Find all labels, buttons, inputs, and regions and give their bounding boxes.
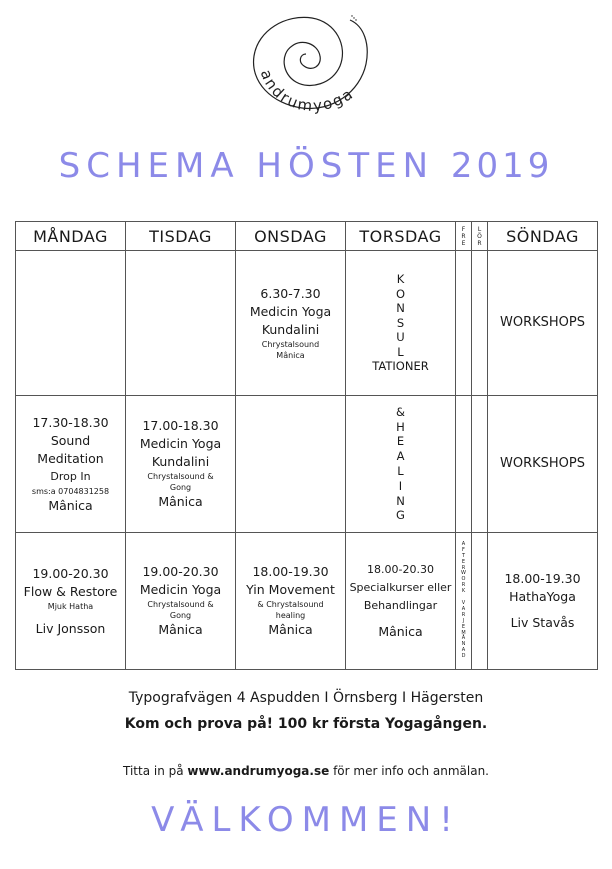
- cell-wed-3: [236, 533, 346, 670]
- schedule-row-3: [16, 533, 598, 670]
- cell-tue-3: [126, 533, 236, 670]
- vertical-letter: E: [396, 434, 405, 449]
- vertical-letter: H: [396, 419, 405, 434]
- class-note: Chrystalsound &: [147, 600, 214, 609]
- cell-mon-2: [16, 396, 126, 533]
- class-name: HathaYoga: [509, 589, 576, 604]
- vertical-letter: I: [398, 478, 403, 493]
- vertical-word: TATIONER: [372, 359, 429, 374]
- vertical-letter: L: [397, 344, 404, 359]
- header-friday: [456, 222, 472, 251]
- vertical-letter: L: [397, 464, 404, 478]
- class-name: Kundalini: [151, 454, 210, 469]
- info-prefix: Titta in på: [122, 764, 188, 778]
- header-friday-letter: E: [461, 239, 466, 247]
- cell-sat-1: [472, 251, 488, 396]
- welcome-text: VÄLKOMMEN!: [151, 800, 461, 840]
- cell-wed-2: [236, 396, 346, 533]
- workshops-label: WORKSHOPS: [500, 456, 585, 471]
- class-time: 17.00-18.30: [142, 418, 219, 433]
- vertical-letter: A: [461, 647, 466, 654]
- vertical-letter: A: [396, 449, 405, 464]
- andrumyoga-logo: [240, 8, 380, 130]
- class-name: Medicin Yoga: [249, 304, 332, 319]
- cell-fri-1: [456, 251, 472, 396]
- class-name: Yin Movement: [246, 582, 335, 597]
- class-name: Behandlingar: [363, 599, 438, 612]
- header-row: [16, 222, 598, 251]
- class-time: 17.30-18.30: [32, 414, 109, 430]
- class-time: 19.00-20.30: [142, 564, 219, 579]
- vertical-letter: M: [461, 629, 466, 636]
- class-teacher: Mânica: [48, 497, 93, 513]
- vertical-letter: Å: [461, 635, 466, 642]
- class-teacher: Mânica: [158, 622, 203, 637]
- vertical-letter: A: [461, 605, 466, 612]
- schedule-row-2: [16, 396, 598, 533]
- class-teacher: Liv Jonsson: [35, 620, 106, 636]
- class-time: 6.30-7.30: [260, 286, 321, 301]
- cell-mon-3: [16, 533, 126, 670]
- schedule-row-1: [16, 251, 598, 396]
- vertical-letter: S: [396, 315, 405, 330]
- info-suffix: för mer info och anmälan.: [329, 764, 489, 778]
- info-text: [0, 764, 612, 778]
- class-name: Kundalini: [261, 322, 320, 337]
- vertical-letter: J: [462, 617, 465, 624]
- class-teacher: Mânica: [268, 622, 313, 637]
- vertical-letter: U: [396, 330, 405, 345]
- cell-thu-2: [346, 396, 456, 533]
- cell-sun-1: [488, 251, 598, 396]
- logo-text: andrumyoga: [256, 67, 358, 116]
- class-note: Chrystalsound &: [147, 472, 214, 481]
- page-title: [0, 146, 612, 186]
- cell-sat-3: [472, 533, 488, 670]
- vertical-letter: D: [461, 653, 466, 660]
- class-teacher: Mânica: [158, 494, 203, 509]
- vertical-letter: T: [461, 552, 466, 559]
- vertical-letter: F: [462, 546, 465, 553]
- header-sunday: SÖNDAG: [488, 222, 598, 251]
- cell-wed-1: [236, 251, 346, 396]
- header-saturday-letter: Ö: [477, 232, 482, 240]
- class-note: Gong: [169, 483, 192, 492]
- vertical-letter: W: [461, 570, 466, 577]
- vertical-letter: R: [461, 564, 466, 571]
- class-teacher: Liv Stavås: [510, 615, 575, 630]
- cell-sun-3: [488, 533, 598, 670]
- class-time: 18.00-20.30: [367, 563, 434, 576]
- class-time: 18.00-19.30: [504, 571, 581, 586]
- header-thursday: TORSDAG: [346, 222, 456, 251]
- vertical-letter: O: [461, 576, 466, 583]
- cell-thu-3: [346, 533, 456, 670]
- schedule-table: [15, 221, 598, 670]
- class-teacher: Mânica: [276, 351, 305, 360]
- offer-text: Kom och prova på! 100 kr första Yogagången.: [124, 716, 488, 732]
- cell-sun-2: [488, 396, 598, 533]
- cell-tue-1: [126, 251, 236, 396]
- vertical-letter: V: [461, 600, 466, 606]
- class-name: Flow & Restore: [23, 583, 118, 599]
- class-teacher: Mânica: [378, 624, 423, 639]
- class-name: Sound: [50, 432, 91, 448]
- vertical-letter: R: [461, 582, 466, 589]
- class-note: Mjuk Hatha: [47, 601, 94, 611]
- header-wednesday: ONSDAG: [236, 222, 346, 251]
- vertical-letter: E: [461, 558, 466, 565]
- header-friday-letter: R: [461, 232, 466, 240]
- workshops-label: WORKSHOPS: [500, 315, 585, 330]
- header-friday-letter: F: [461, 225, 466, 233]
- class-name: Specialkurser eller: [349, 581, 452, 594]
- class-time: 19.00-20.30: [32, 565, 109, 581]
- cell-fri-2: [456, 396, 472, 533]
- cell-thu-1: [346, 251, 456, 396]
- class-name: Meditation: [37, 450, 104, 466]
- title-main: SCHEMA HÖSTEN: [58, 146, 435, 186]
- header-tuesday: TISDAG: [126, 222, 236, 251]
- cell-sat-2: [472, 396, 488, 533]
- vertical-letter: K: [461, 588, 466, 595]
- vertical-letter: A: [461, 540, 466, 547]
- vertical-letter: N: [396, 301, 405, 316]
- cell-tue-2: [126, 396, 236, 533]
- vertical-letter: R: [461, 611, 466, 618]
- class-note: healing: [275, 611, 306, 620]
- class-note: Gong: [169, 611, 192, 620]
- class-name: Drop In: [50, 469, 91, 483]
- website-link[interactable]: www.andrumyoga.se: [187, 764, 330, 778]
- vertical-letter: K: [396, 272, 405, 287]
- class-note: & Chrystalsound: [257, 600, 324, 609]
- vertical-letter: E: [461, 623, 466, 630]
- class-name: Medicin Yoga: [139, 436, 222, 451]
- title-year: 2019: [450, 146, 554, 186]
- cell-mon-1: [16, 251, 126, 396]
- class-note: Chrystalsound: [261, 340, 320, 349]
- class-note: sms:a 0704831258: [31, 486, 110, 496]
- vertical-letter: N: [396, 493, 405, 508]
- address-text: Typografvägen 4 Aspudden I Örnsberg I Hägersten: [128, 690, 484, 706]
- header-saturday-letter: R: [477, 239, 482, 247]
- header-saturday: [472, 222, 488, 251]
- cell-fri-3: [456, 533, 472, 670]
- class-time: 18.00-19.30: [252, 564, 329, 579]
- vertical-letter: G: [396, 508, 405, 523]
- class-name: Medicin Yoga: [139, 582, 222, 597]
- header-monday: MÅNDAG: [16, 222, 126, 251]
- header-saturday-letter: L: [477, 225, 482, 233]
- vertical-letter: O: [395, 286, 406, 301]
- vertical-letter: &: [396, 404, 405, 419]
- vertical-letter: N: [461, 641, 466, 648]
